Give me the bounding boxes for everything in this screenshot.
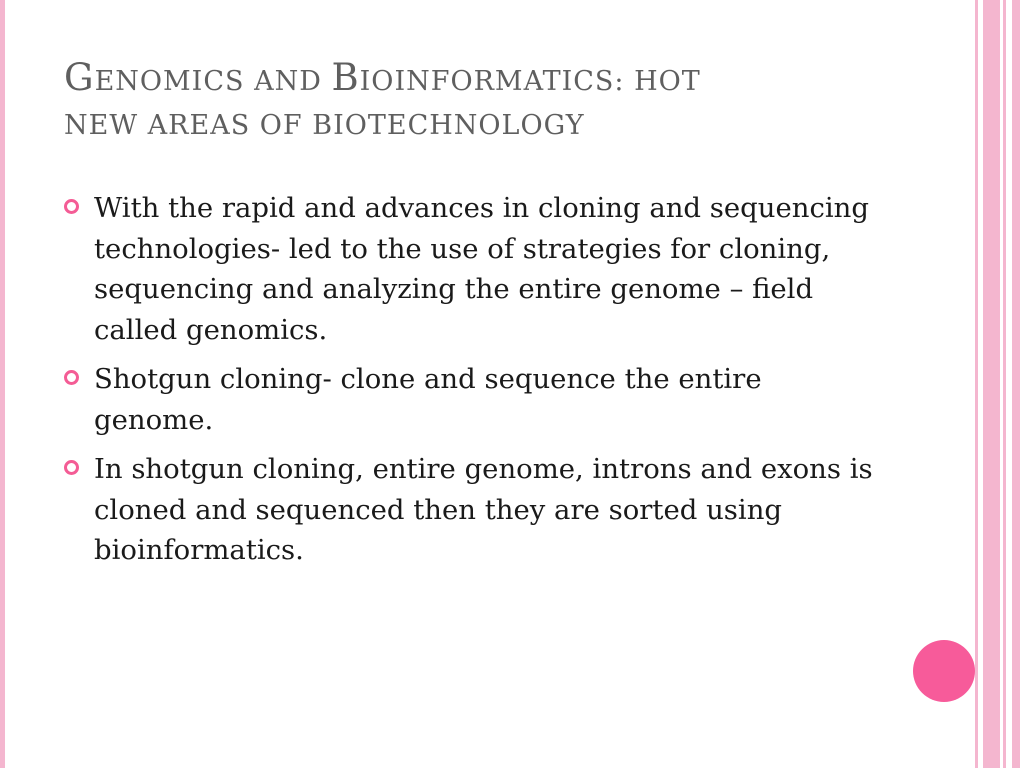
right-deco-stripe	[975, 0, 978, 768]
bullet-list	[64, 188, 884, 580]
hollow-circle-bullet-icon	[64, 460, 79, 475]
slide-title	[64, 56, 944, 148]
hollow-circle-bullet-icon	[64, 199, 79, 214]
bullet-text: With the rapid and advances in cloning and sequencing technologies- led to the use of strategies for cloning, sequencing and analyzing the entire genome – field called genomics.	[94, 192, 869, 346]
bullet-item	[64, 188, 884, 350]
left-border-stripe	[0, 0, 5, 768]
pink-circle-decoration	[913, 640, 975, 702]
bullet-item	[64, 449, 884, 571]
right-deco-stripe	[1003, 0, 1006, 768]
title-word: IOINFORMATICS: HOT	[359, 66, 701, 97]
right-deco-stripe	[983, 0, 1000, 768]
title-word: ENOMICS AND	[94, 66, 332, 97]
title-initial-cap: B	[331, 56, 360, 99]
bullet-text: In shotgun cloning, entire genome, introns and exons is cloned and sequenced then they are sorted using bioinformatics.	[94, 453, 873, 566]
hollow-circle-bullet-icon	[64, 370, 79, 385]
bullet-text: Shotgun cloning- clone and sequence the entire genome.	[94, 363, 762, 436]
bullet-item	[64, 359, 884, 440]
title-line-1	[64, 56, 701, 99]
right-deco-stripe	[1012, 0, 1020, 768]
title-initial-cap: G	[64, 56, 95, 99]
title-line-2: NEW AREAS OF BIOTECHNOLOGY	[64, 110, 585, 141]
